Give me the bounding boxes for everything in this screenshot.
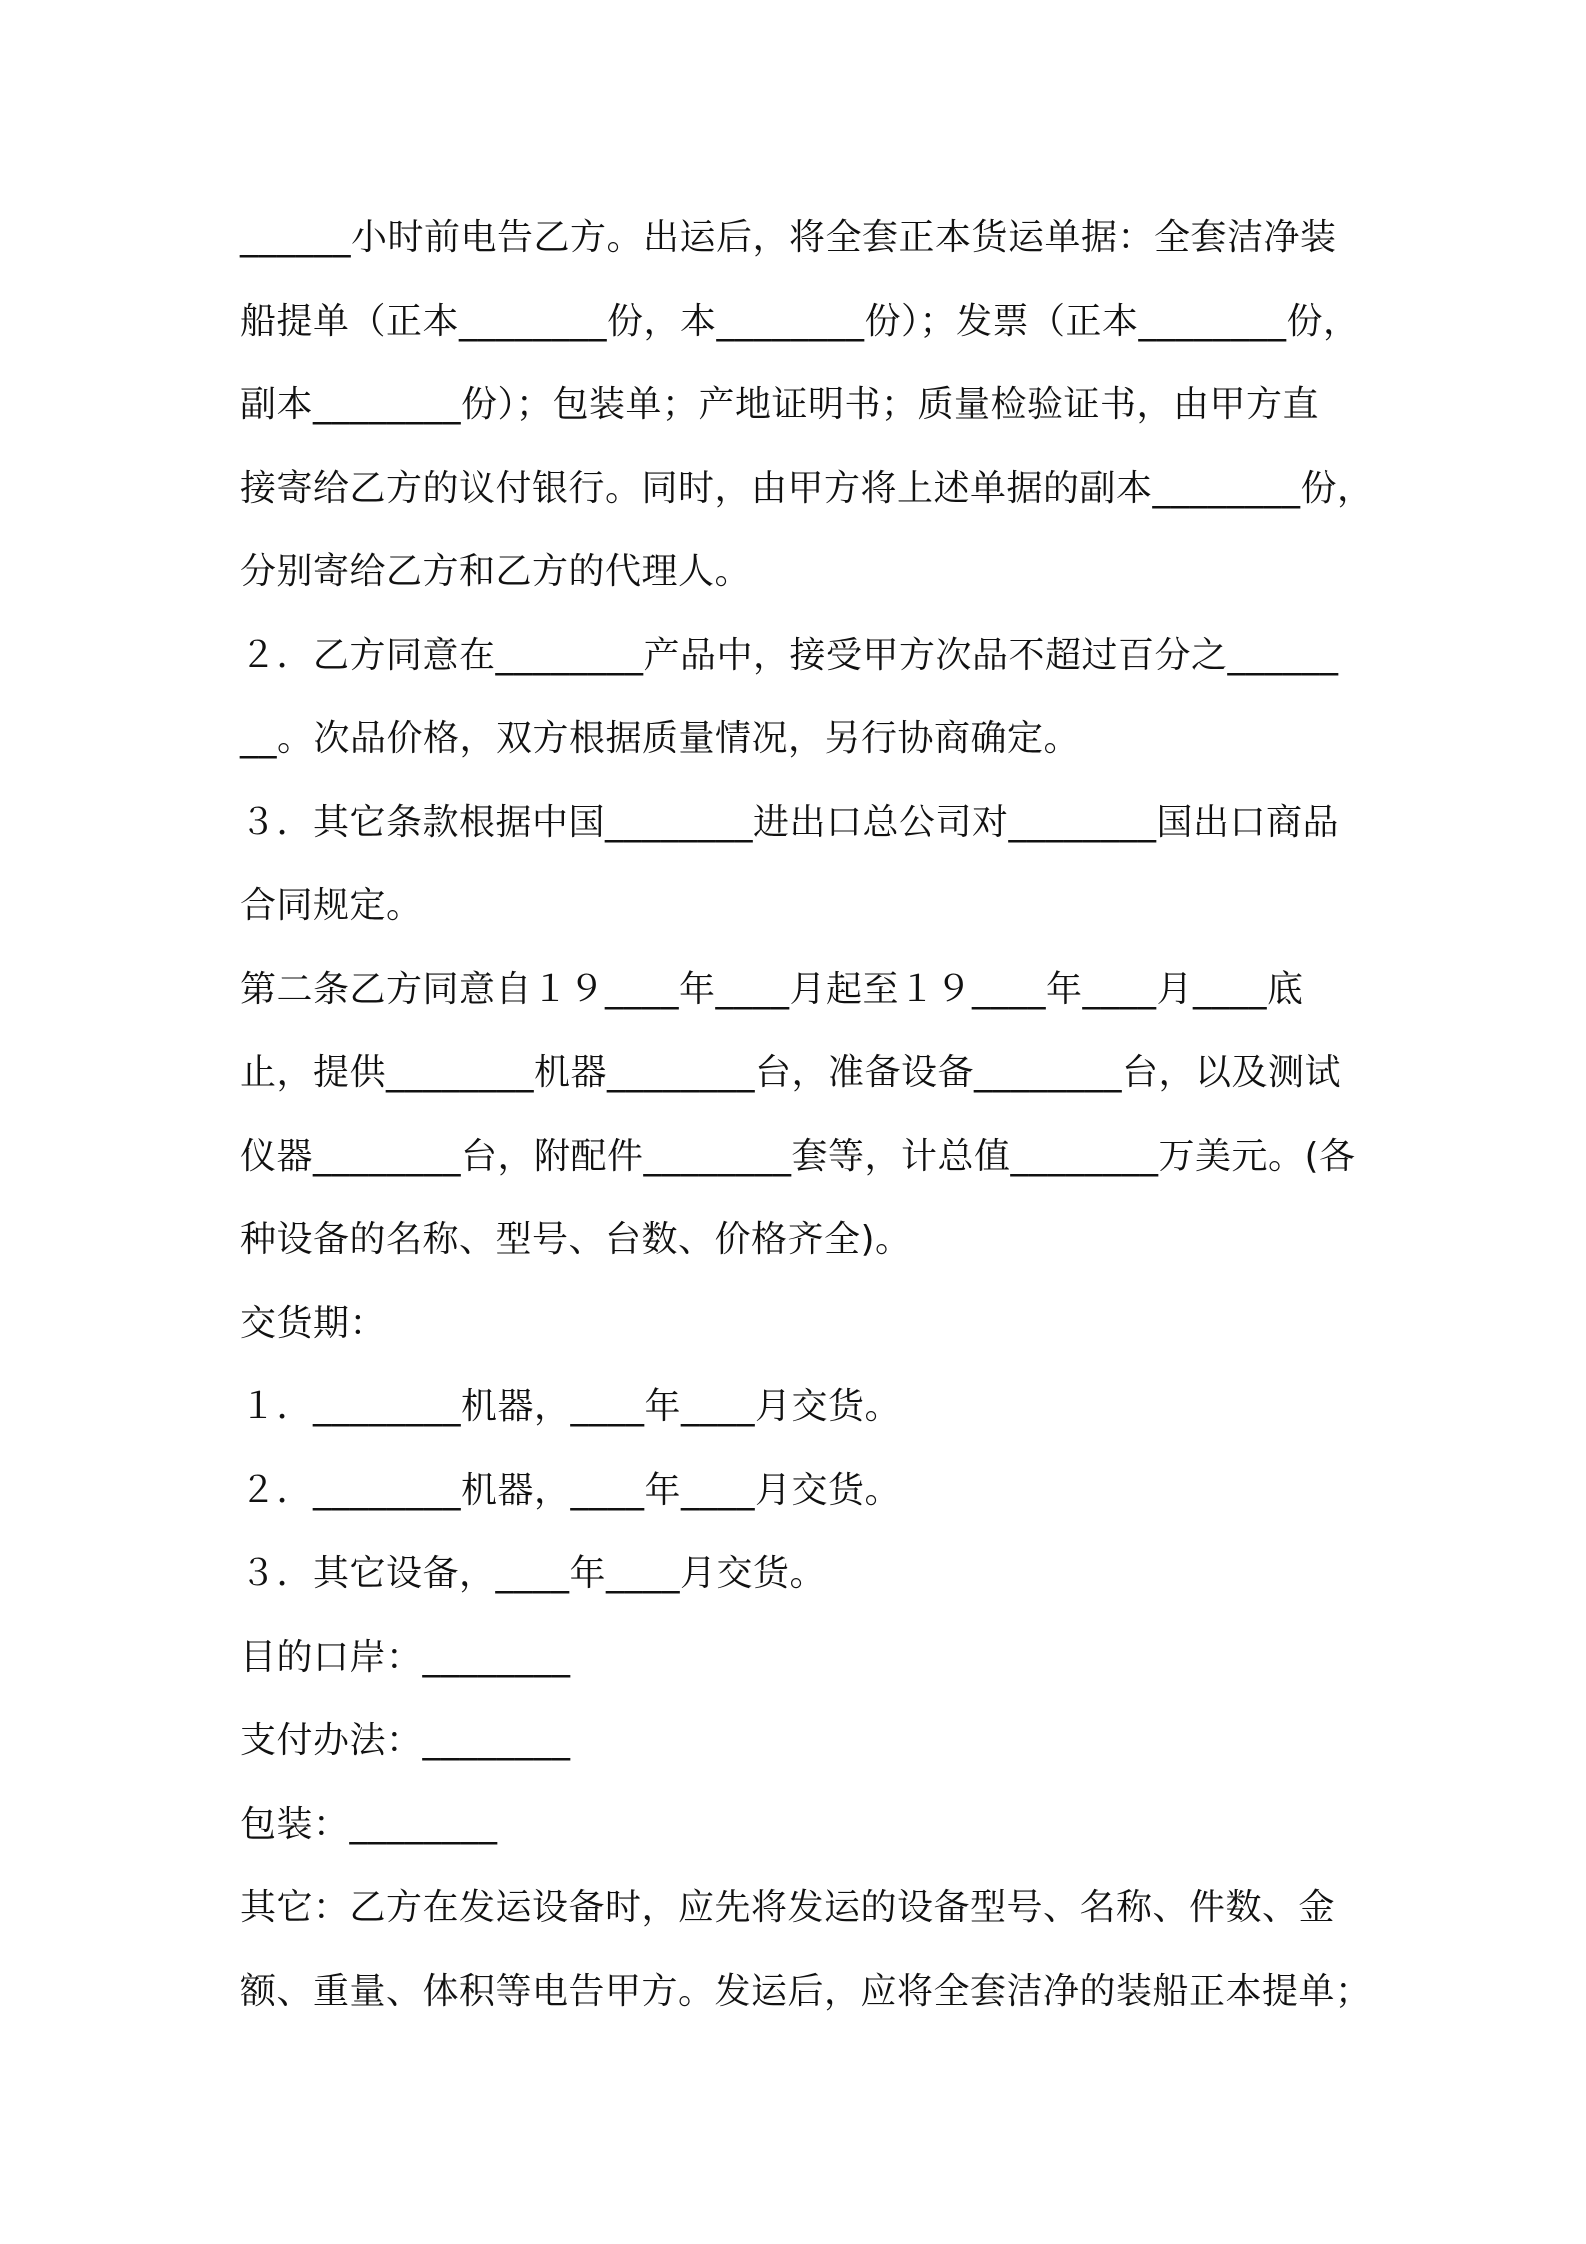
text-line: ______小时前电告乙方。出运后，将全套正本货运单据：全套洁净装 <box>240 217 1337 258</box>
text-line: 包装：________ <box>240 1803 498 1845</box>
document-body <box>240 196 1374 2033</box>
text-line: ２．乙方同意在________产品中，接受甲方次品不超过百分之______ <box>240 634 1339 676</box>
text-line: 接寄给乙方的议付银行。同时，由甲方将上述单据的副本________份， <box>240 467 1374 509</box>
text-line: 种设备的名称、型号、台数、价格齐全)。 <box>240 1219 912 1260</box>
text-line: 副本________份）；包装单；产地证明书；质量检验证书，由甲方直 <box>240 384 1320 425</box>
text-line: 船提单（正本________份，本________份）；发票（正本________份， <box>240 300 1360 342</box>
text-line: 分别寄给乙方和乙方的代理人。 <box>240 551 752 592</box>
text-line: 交货期： <box>240 1302 387 1344</box>
text-line: ３．其它设备，____年____月交货。 <box>240 1553 827 1594</box>
text-line: 其它：乙方在发运设备时，应先将发运的设备型号、名称、件数、金 <box>240 1887 1336 1928</box>
text-line: 止，提供________机器________台，准备设备________台，以及测试 <box>240 1052 1342 1093</box>
text-line: ３．其它条款根据中国________进出口总公司对________国出口商品 <box>240 801 1340 843</box>
text-line: １．________机器，____年____月交货。 <box>240 1386 902 1427</box>
text-line: 合同规定。 <box>240 885 423 926</box>
text-line: 额、重量、体积等电告甲方。发运后，应将全套洁净的装船正本提单； <box>240 1970 1372 2012</box>
text-line: 仪器________台，附配件________套等，计总值________万美元。(各 <box>240 1135 1356 1177</box>
text-line: 第二条乙方同意自１９____年____月起至１９____年____月____底 <box>240 968 1304 1010</box>
text-line: 支付办法：________ <box>240 1720 571 1761</box>
text-line: ２．________机器，____年____月交货。 <box>240 1469 902 1511</box>
text-line: __。次品价格，双方根据质量情况，另行协商确定。 <box>240 718 1081 759</box>
text-line: 目的口岸：________ <box>240 1636 571 1678</box>
